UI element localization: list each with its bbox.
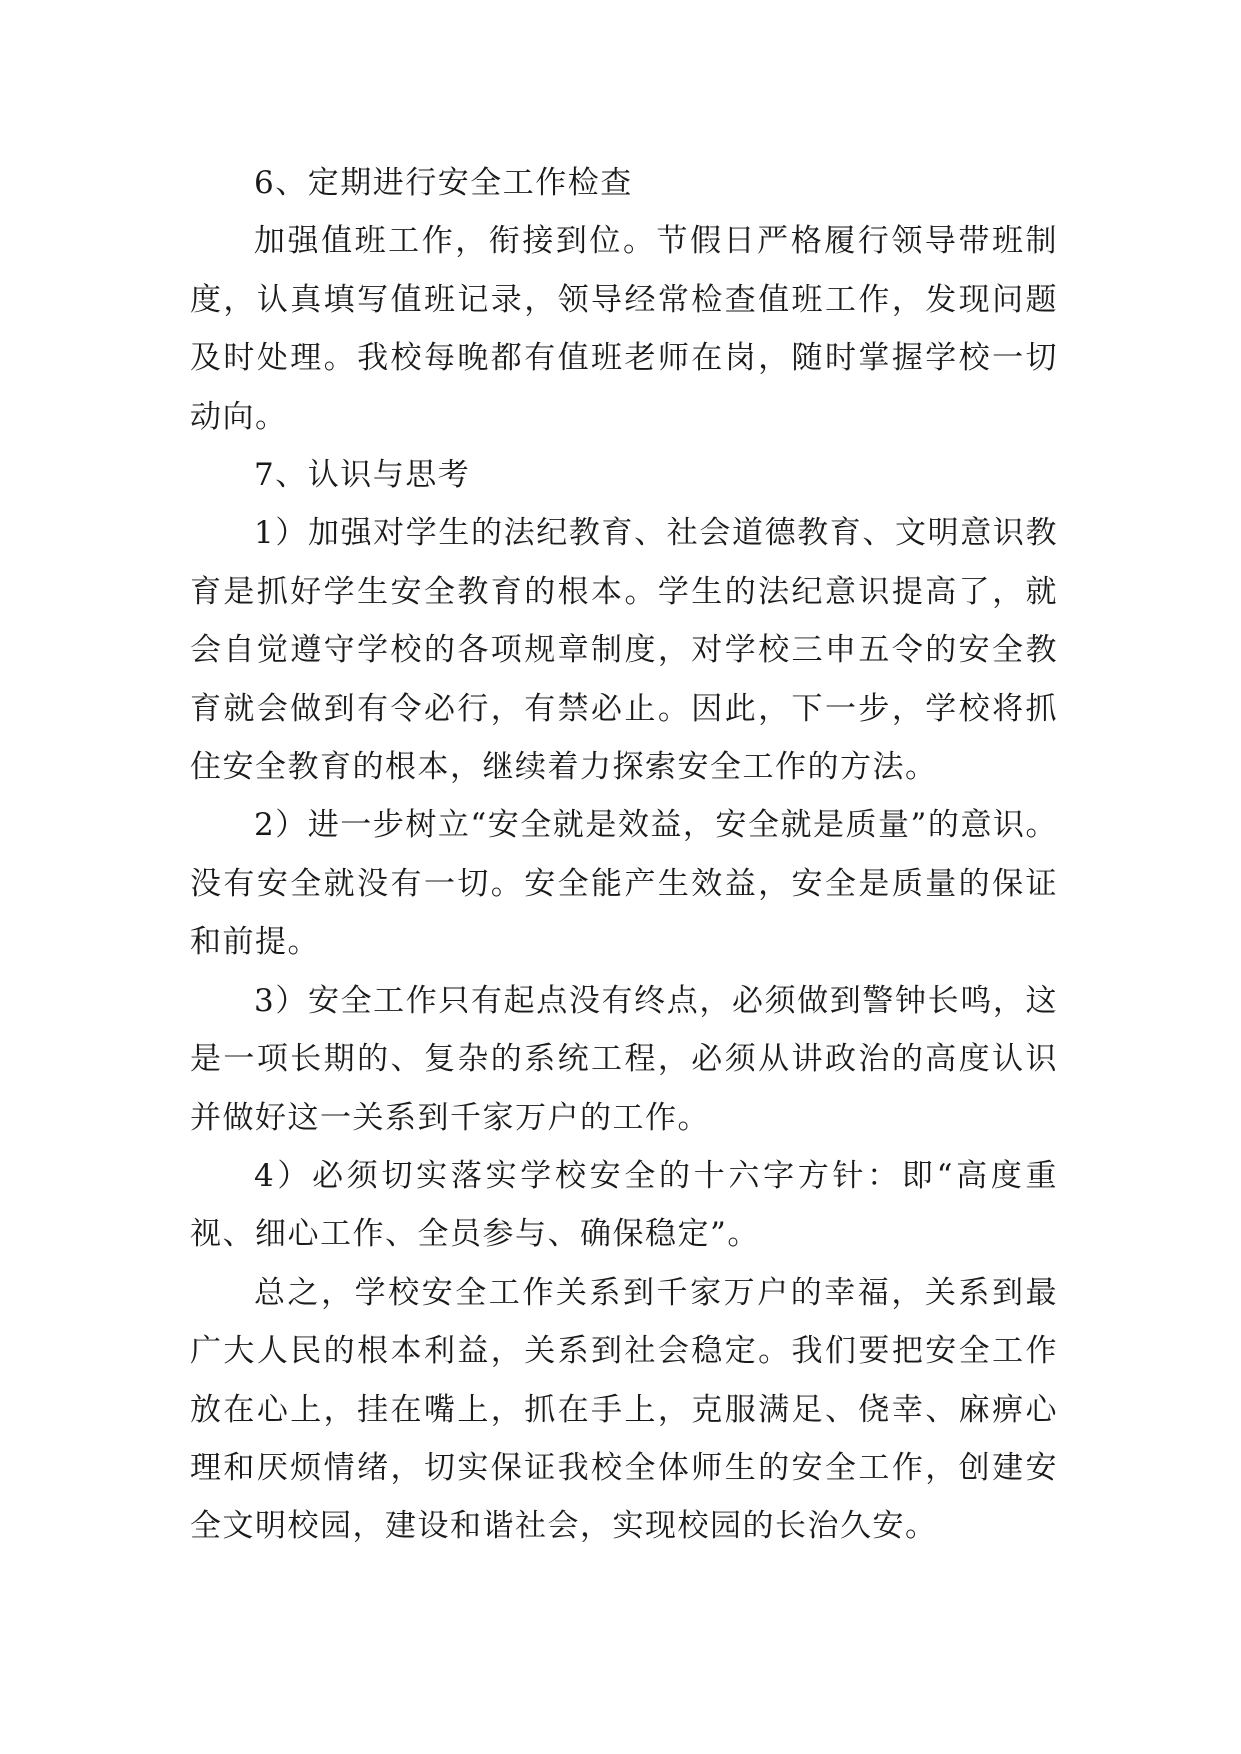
document-body	[190, 154, 1058, 1556]
paragraph-duty-shift: 加强值班工作，衔接到位。节假日严格履行领导带班制度，认真填写值班记录，领导经常检查值班工作，发现问题及时处理。我校每晚都有值班老师在岗，随时掌握学校一切动向。	[190, 223, 1058, 435]
paragraph-conclusion: 总之，学校安全工作关系到千家万户的幸福，关系到最广大人民的根本利益，关系到社会稳定。我们要把安全工作放在心上，挂在嘴上，抓在手上，克服满足、侥幸、麻痹心理和厌烦情绪，切实保证我校全体师生的安全工作，创建安全文明校园，建设和谐社会，实现校园的长治久安。	[190, 1274, 1058, 1545]
section-heading-6: 6、定期进行安全工作检查	[254, 165, 633, 201]
paragraph-point-4: 4）必须切实落实学校安全的十六字方针：即“高度重视、细心工作、全员参与、确保稳定”。	[190, 1157, 1058, 1253]
section-heading-7: 7、认识与思考	[254, 457, 471, 494]
paragraph-point-2: 2）进一步树立“安全就是效益，安全就是质量”的意识。没有安全就没有一切。安全能产生效益，安全是质量的保证和前提。	[190, 807, 1058, 961]
paragraph-point-1: 1）加强对学生的法纪教育、社会道德教育、文明意识教育是抓好学生安全教育的根本。学生的法纪意识提高了，就会自觉遵守学校的各项规章制度，对学校三申五令的安全教育就会做到有令必行，有禁必止。因此，下一步，学校将抓住安全教育的根本，继续着力探索安全工作的方法。	[190, 515, 1058, 786]
paragraph-point-3: 3）安全工作只有起点没有终点，必须做到警钟长鸣，这是一项长期的、复杂的系统工程，必须从讲政治的高度认识并做好这一关系到千家万户的工作。	[190, 982, 1058, 1136]
